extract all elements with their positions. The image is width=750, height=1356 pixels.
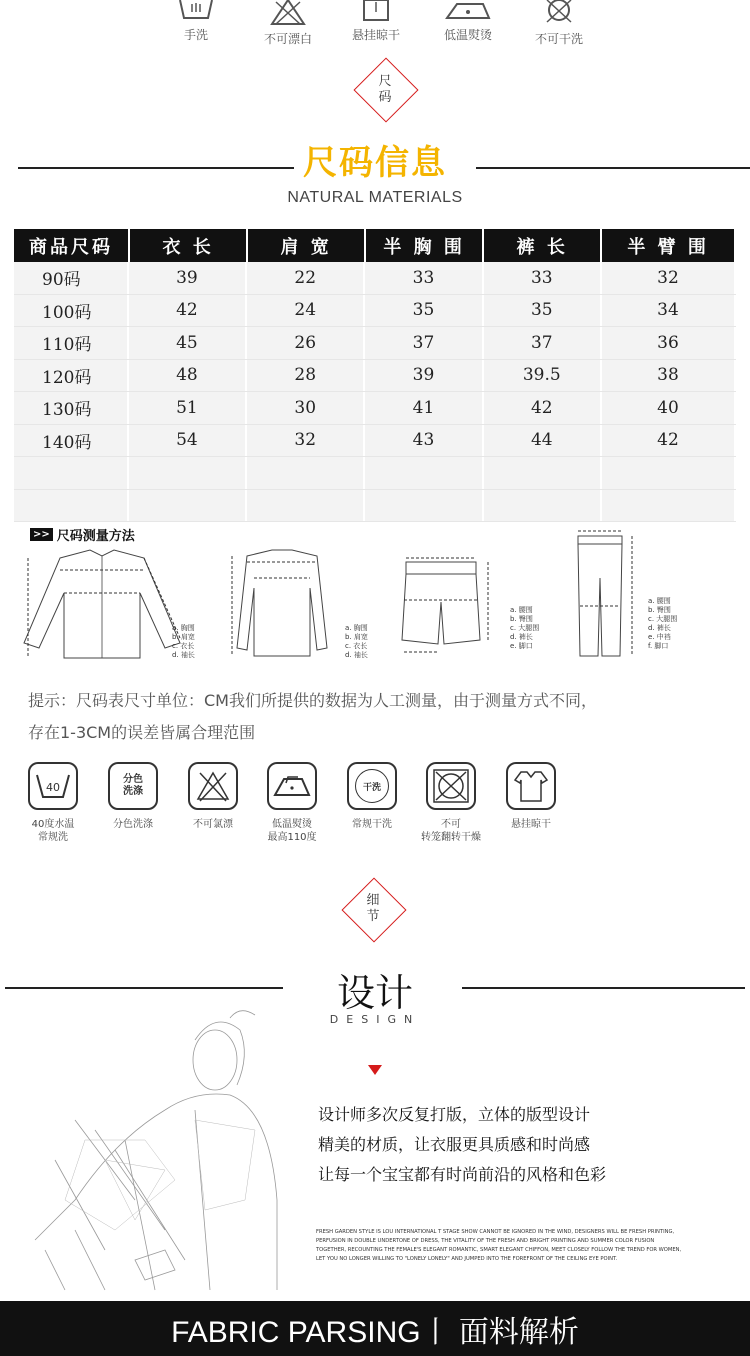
design-line: 精美的材质，让衣服更具质感和时尚感 <box>318 1135 591 1154</box>
measure-cell <box>602 457 736 489</box>
care-label: 手洗 <box>183 28 208 42</box>
measure-cell <box>129 490 247 522</box>
shorts-diagram-icon <box>398 552 498 664</box>
measure-cell: 33 <box>484 262 602 294</box>
wash-40-icon <box>28 762 78 810</box>
measure-cell: 24 <box>247 295 365 327</box>
hang-dry-icon <box>506 762 556 810</box>
no-tumble-dry-icon <box>539 0 579 26</box>
measure-cell: 34 <box>602 295 736 327</box>
measure-cell <box>484 457 602 489</box>
care-item-iron-110 <box>252 762 332 844</box>
legend-item: b. 臀围 <box>648 606 671 614</box>
measure-cell <box>602 490 736 522</box>
size-cell: 110码 <box>14 327 129 359</box>
care-item-hang-dry <box>336 0 416 43</box>
badge-char: 节 <box>366 909 380 924</box>
care-item-no-chlorine <box>173 762 253 831</box>
care-label: 常规干洗 <box>352 819 392 830</box>
shirt-legend <box>172 624 195 660</box>
table-row <box>14 392 736 425</box>
care-item-hang-dry <box>491 762 571 831</box>
iron-110-icon <box>267 762 317 810</box>
legend-item: a. 腰围 <box>648 597 671 605</box>
size-cell: 90码 <box>14 262 129 294</box>
care-item-no-bleach <box>248 0 328 47</box>
size-cell <box>14 490 129 522</box>
red-arrow-down-icon <box>367 1064 383 1076</box>
low-iron-icon <box>443 0 493 22</box>
badge-char: 码 <box>378 90 392 105</box>
legend-item: c. 衣长 <box>345 642 368 650</box>
care-label: 低温熨烫 <box>272 819 312 830</box>
shorts-legend <box>510 606 539 651</box>
measure-cell: 32 <box>247 425 365 457</box>
header-cell: 半 臂 围 <box>602 229 736 262</box>
measure-cell: 35 <box>484 295 602 327</box>
measure-cell <box>129 457 247 489</box>
legend-item: c. 大腿围 <box>648 615 678 623</box>
measure-cell: 45 <box>129 327 247 359</box>
dry-clean-text: 干洗 <box>355 769 389 803</box>
size-section-title: 尺码信息 <box>303 143 447 183</box>
legend-item: d. 裤长 <box>648 624 671 632</box>
care-label: 不可干洗 <box>534 32 583 46</box>
measure-cell: 33 <box>365 262 483 294</box>
care-label: 分色洗涤 <box>113 819 153 830</box>
care-label: 悬挂晾干 <box>511 819 551 830</box>
size-section-subtitle: NATURAL MATERIALS <box>287 189 463 206</box>
legend-item: e. 脚口 <box>510 642 533 650</box>
table-row <box>14 262 736 295</box>
design-subtitle: DESIGN <box>329 1013 421 1026</box>
measure-cell: 54 <box>129 425 247 457</box>
measure-cell: 37 <box>484 327 602 359</box>
design-divider-right <box>462 987 745 989</box>
size-cell: 100码 <box>14 295 129 327</box>
design-title: 设计 <box>336 971 413 1015</box>
care-label: 低温熨烫 <box>443 28 492 42</box>
care-item-no-dry-clean <box>519 0 599 47</box>
table-row <box>14 490 736 523</box>
measure-cell: 41 <box>365 392 483 424</box>
legend-item: d. 袖长 <box>345 651 368 659</box>
girl-sketch-illustration <box>15 1000 300 1295</box>
size-table-header <box>14 229 736 262</box>
measure-cell <box>365 457 483 489</box>
measure-cell: 30 <box>247 392 365 424</box>
table-row <box>14 295 736 328</box>
size-table <box>14 229 736 522</box>
size-cell: 140码 <box>14 425 129 457</box>
measure-cell: 43 <box>365 425 483 457</box>
measure-cell: 35 <box>365 295 483 327</box>
hang-dry-icon <box>356 0 396 22</box>
pants-legend <box>648 597 677 651</box>
measure-cell: 39 <box>129 262 247 294</box>
size-badge-label <box>365 74 405 106</box>
shirt-diagram-icon <box>20 548 185 663</box>
measure-cell: 42 <box>129 295 247 327</box>
sweater-legend <box>345 624 368 660</box>
measure-cell: 37 <box>365 327 483 359</box>
badge-char: 尺 <box>378 74 392 89</box>
care-label: 转笼翻转干燥 <box>421 832 481 843</box>
legend-item: b. 臀围 <box>510 615 533 623</box>
size-cell: 120码 <box>14 360 129 392</box>
measure-cell: 51 <box>129 392 247 424</box>
measure-cell: 40 <box>602 392 736 424</box>
design-fine-print: FRESH GARDEN STYLE IS LOU INTERNATIONAL T STAGE SHOW CANNOT BE IGNORED IN THE WIND, DESIGNERS WILL BE FRESH PRINTING, PERFUSION IN DOUBLE UNDERTONE OF DRESS, THE VITALITY OF THE FRESH AND BRIGHT PRINTING AND SUMMER COLOR FUSION TOGETHER, RECOUNTING THE FEMALE'S ELEGANT ROMANTIC, SMART ELEGANT CHIFFON, MEET CLOSELY FOLLOW THE TREND FOR WOMEN, LET YOU NO LONGER WILLING TO "LONELY LONELY" AND JUMPED INTO THE FOREFRONT OF THE CEILING EYE POINT. <box>316 1229 682 1262</box>
care-label: 悬挂晾干 <box>351 28 400 42</box>
measure-cell: 48 <box>129 360 247 392</box>
no-tumble-icon <box>426 762 476 810</box>
measure-cell: 38 <box>602 360 736 392</box>
care-item-low-iron <box>428 0 508 43</box>
measure-title-text: 尺码测量方法 <box>56 529 135 544</box>
measure-cell: 26 <box>247 327 365 359</box>
size-table-body <box>14 262 736 522</box>
measure-cell: 39 <box>365 360 483 392</box>
design-divider-left <box>5 987 283 989</box>
header-cell: 裤 长 <box>484 229 602 262</box>
size-cell: 130码 <box>14 392 129 424</box>
header-cell: 商品尺码 <box>14 229 130 262</box>
legend-item: b. 肩宽 <box>345 633 368 641</box>
care-label: 最高110度 <box>267 832 317 843</box>
measure-cell: 42 <box>602 425 736 457</box>
care-item-hand-wash <box>156 0 236 43</box>
table-row <box>14 360 736 393</box>
legend-item: c. 衣长 <box>172 642 195 650</box>
no-bleach-icon <box>268 0 308 26</box>
size-cell <box>14 457 129 489</box>
legend-item: e. 中裆 <box>648 633 671 641</box>
pants-diagram-icon <box>570 528 642 664</box>
care-strip-top <box>0 0 750 60</box>
care-item-separate-wash <box>93 762 173 831</box>
measure-cell: 42 <box>484 392 602 424</box>
legend-item: c. 大腿围 <box>510 624 540 632</box>
measure-cell <box>247 457 365 489</box>
legend-item: d. 袖长 <box>172 651 195 659</box>
measure-cell <box>484 490 602 522</box>
measure-cell: 39.5 <box>484 360 602 392</box>
legend-item: f. 脚口 <box>648 642 669 650</box>
tip-line: 提示：尺码表尺寸单位：CM我们所提供的数据为人工测量，由于测量方式不同， <box>28 691 597 710</box>
measure-cell: 28 <box>247 360 365 392</box>
table-row <box>14 327 736 360</box>
measure-cell <box>247 490 365 522</box>
fabric-parsing-banner: FABRIC PARSING丨 面料解析 <box>0 1301 750 1356</box>
hand-wash-icon <box>176 0 216 22</box>
care-label: 不可氯漂 <box>193 819 233 830</box>
design-description <box>318 1100 606 1190</box>
measure-title <box>30 525 135 544</box>
badge-char: 细 <box>366 893 380 908</box>
header-cell: 肩 宽 <box>248 229 366 262</box>
design-line: 让每一个宝宝都有时尚前沿的风格和色彩 <box>318 1165 607 1184</box>
measure-cell: 22 <box>247 262 365 294</box>
care-label: 常规洗 <box>38 832 68 843</box>
measure-cell: 36 <box>602 327 736 359</box>
table-row <box>14 457 736 490</box>
measure-cell <box>365 490 483 522</box>
dry-clean-icon <box>347 762 397 810</box>
care-item-wash-40 <box>13 762 93 844</box>
no-chlorine-icon <box>188 762 238 810</box>
measure-cell: 44 <box>484 425 602 457</box>
care-label: 不可 <box>441 819 461 830</box>
measurement-tip <box>28 685 728 749</box>
table-row <box>14 425 736 458</box>
care-item-dry-clean <box>332 762 412 831</box>
legend-item: b. 肩宽 <box>172 633 195 641</box>
care-item-no-tumble <box>411 762 491 844</box>
sweater-diagram-icon <box>222 548 342 663</box>
separate-wash-icon: 分色 洗涤 <box>108 762 158 810</box>
care-label: 40度水温 <box>31 819 75 830</box>
legend-item: a. 胸围 <box>345 624 368 632</box>
measure-tag: >> <box>30 528 53 541</box>
header-cell: 衣 长 <box>130 229 248 262</box>
detail-badge-label <box>353 893 393 925</box>
header-cell: 半 胸 围 <box>366 229 484 262</box>
legend-item: d. 裤长 <box>510 633 533 641</box>
care-label: 不可漂白 <box>263 32 312 46</box>
design-line: 设计师多次反复打版，立体的版型设计 <box>318 1105 591 1124</box>
wash-temp: 40 <box>46 781 60 794</box>
legend-item: a. 胸围 <box>172 624 195 632</box>
tip-line: 存在1-3CM的误差皆属合理范围 <box>28 723 256 742</box>
legend-item: a. 腰围 <box>510 606 533 614</box>
measure-cell: 32 <box>602 262 736 294</box>
